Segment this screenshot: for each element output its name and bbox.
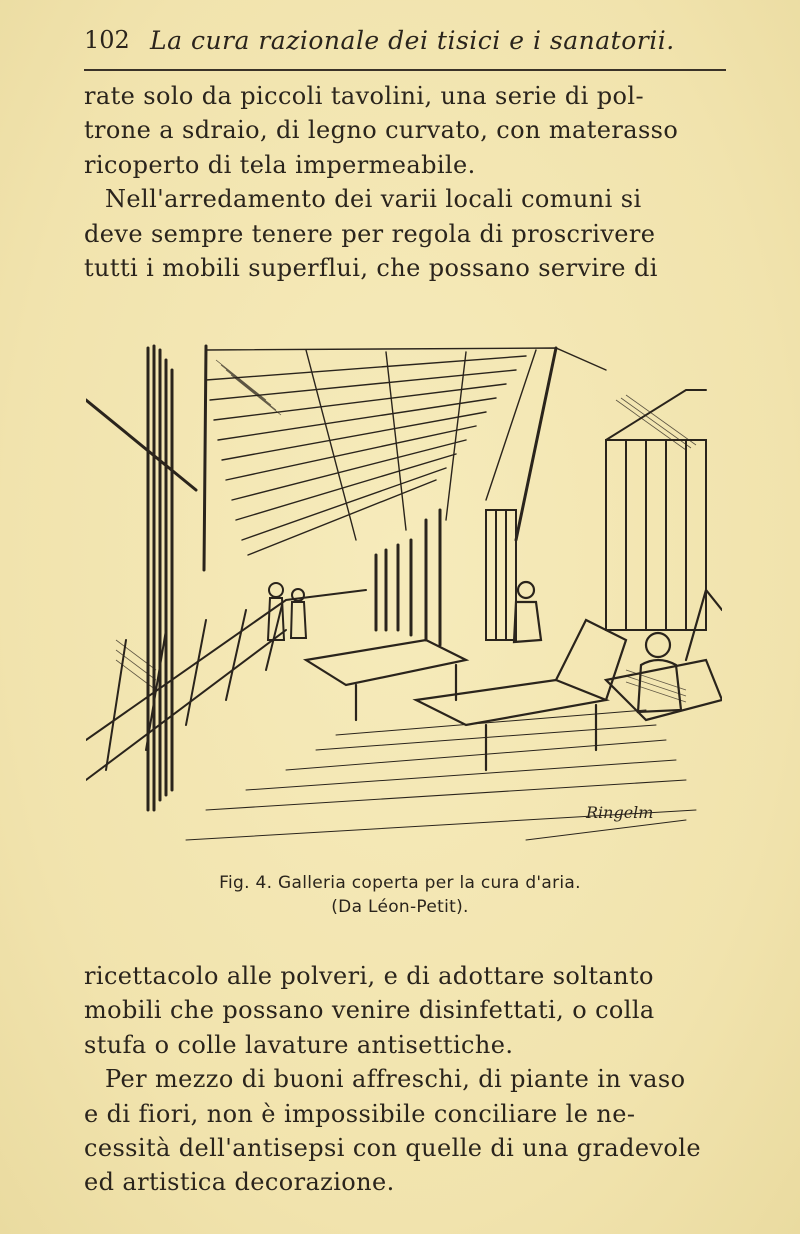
text-line: trone a sdraio, di legno curvato, con materasso [84, 116, 679, 145]
left-pillars [148, 346, 172, 810]
railing [86, 590, 366, 780]
text-block-top [84, 79, 734, 285]
text-line: stufa o colle lavature antisettiche. [84, 1030, 514, 1059]
text-line: tutti i mobili superflui, che possano servire di [84, 254, 658, 283]
text-line: e di fiori, non è impossibile conciliare le ne- [84, 1099, 636, 1128]
text-line: ricoperto di tela impermeabile. [84, 150, 476, 179]
gallery-engraving [86, 340, 722, 860]
running-header [84, 22, 724, 62]
text-line: rate solo da piccoli tavolini, una serie di pol- [84, 82, 644, 110]
engraver-signature: Ringelm [586, 803, 654, 822]
text-line: ricettacolo alle polveri, e di adottare soltanto [84, 962, 654, 990]
seated-figure [514, 582, 681, 712]
header-rule [84, 69, 726, 71]
figure-source: (Da Léon-Petit). [331, 897, 469, 917]
text-line: ed artistica decorazione. [84, 1168, 395, 1197]
text-line: Nell'arredamento dei varii locali comuni si [105, 185, 642, 214]
roof-glazing [206, 348, 606, 555]
page-number: 102 [84, 26, 130, 54]
lounge-chairs [306, 590, 722, 770]
text-line: mobili che possano venire disinfettati, o colla [84, 996, 655, 1025]
text-line: cessità dell'antisepsi con quelle di una gradevole [84, 1134, 701, 1163]
text-block-bottom [84, 959, 734, 1200]
figure-caption: Fig. 4. Galleria coperta per la cura d'aria. [219, 873, 581, 893]
back-columns [376, 510, 440, 645]
text-line: deve sempre tenere per regola di proscrivere [84, 219, 656, 248]
figure-illustration [86, 340, 722, 860]
text-line: Per mezzo di buoni affreschi, di piante in vaso [105, 1065, 686, 1094]
running-title: La cura razionale dei tisici e i sanatorii. [150, 26, 675, 55]
standing-figures [268, 583, 306, 640]
